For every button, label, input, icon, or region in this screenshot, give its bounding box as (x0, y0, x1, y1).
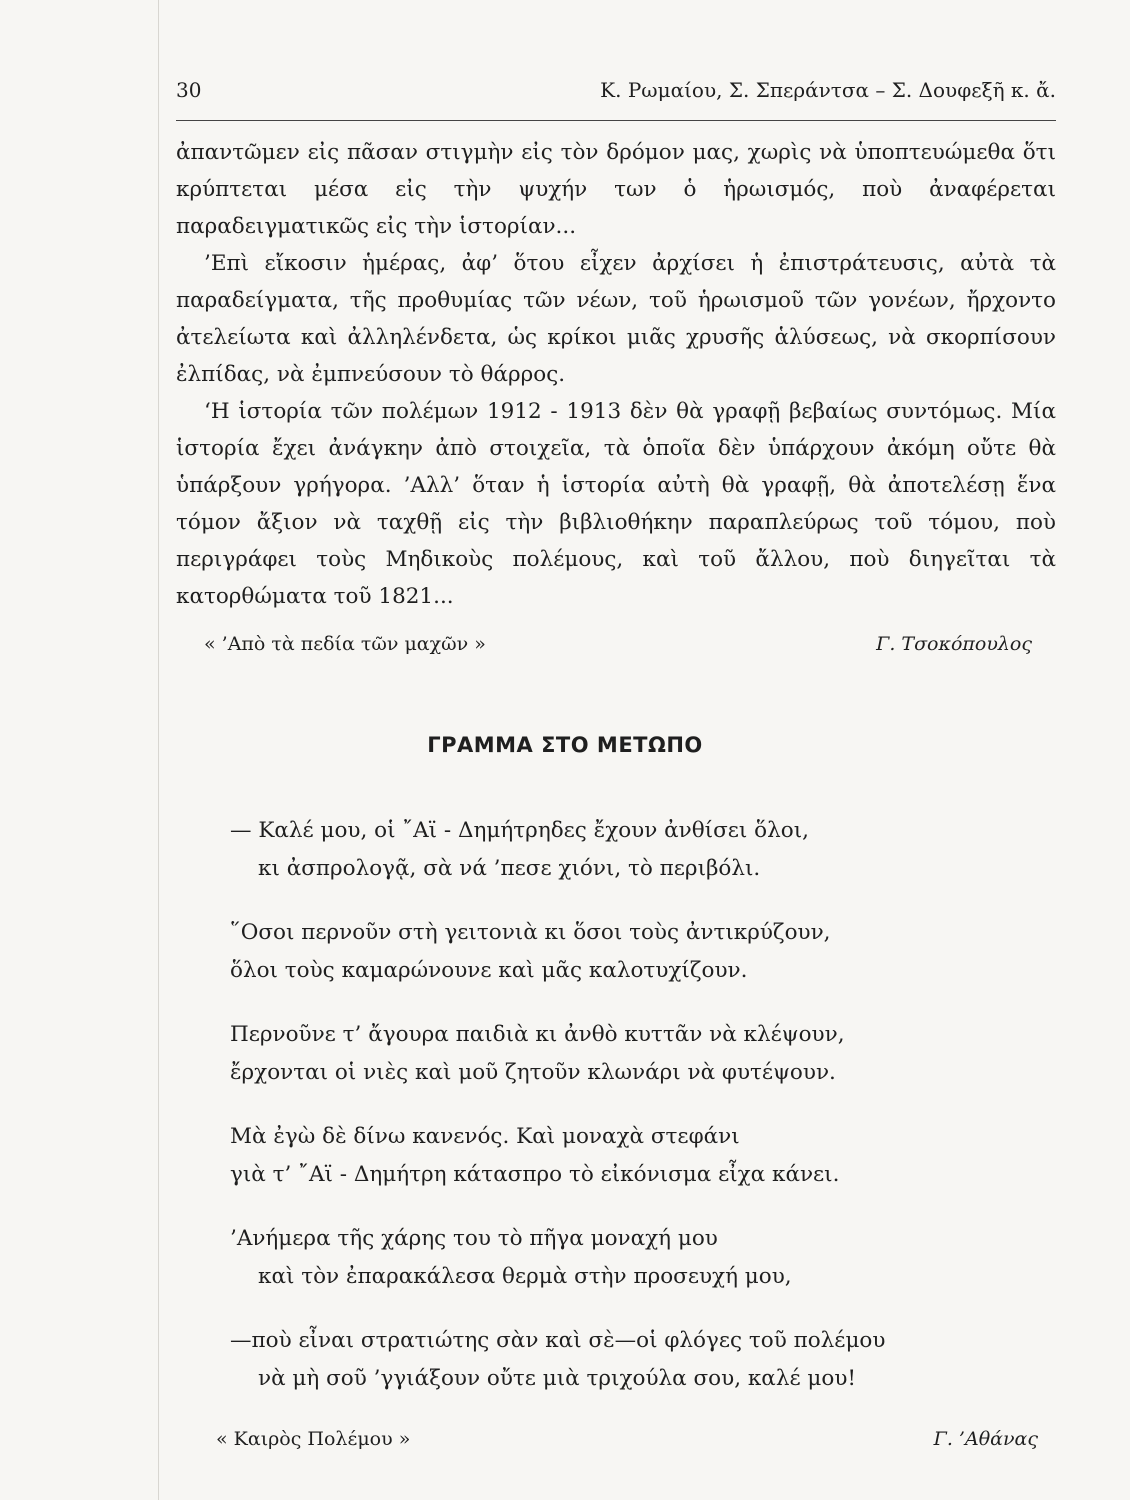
page-number: 30 (176, 78, 202, 102)
poem-attribution (176, 1428, 1056, 1458)
poem-line: ἔρχονται οἱ νιὲς καὶ μοῦ ζητοῦν κλωνάρι νὰ φυτέψουν. (230, 1060, 836, 1085)
prose-attribution (176, 633, 1056, 663)
poem-line: — Καλέ μου, οἱ ῎Αϊ - Δημήτρηδες ἔχουν ἀνθίσει ὅλοι, (230, 818, 809, 843)
prose-paragraph: ’Επὶ εἴκοσιν ἡμέρας, ἀφ’ ὅτου εἶχεν ἀρχίσει ἡ ἐπιστράτευσις, αὐτὰ τὰ παραδείγματα, τῆς προθυμίας τῶν νέων, τοῦ ἡρωισμοῦ τῶν γονέων, ἤρχοντο ἀτελείωτα καὶ ἀλληλένδετα, ὡς κρίκοι μιᾶς χρυσῆς ἁλύσεως, νὰ σκορπίσουν ἐλπίδας, νὰ ἐμπνεύσουν τὸ θάρρος. (176, 251, 1056, 387)
poem-source: « Καιρὸς Πολέμου » (216, 1428, 411, 1450)
poem-title: ΓΡΑΜΜΑ ΣΤΟ ΜΕΤΩΠΟ (427, 733, 703, 757)
poem-line: νὰ μὴ σοῦ ’γγιάξουν οὔτε μιὰ τριχούλα σου, καλέ μου! (258, 1366, 857, 1391)
poem-author: Γ. ’Αθάνας (933, 1428, 1038, 1450)
poem-line: κι ἀσπρολογᾷ, σὰ νά ’πεσε χιόνι, τὸ περιβόλι. (258, 856, 761, 881)
prose-excerpt (176, 134, 1056, 615)
prose-paragraph: ἀπαντῶμεν εἰς πᾶσαν στιγμὴν εἰς τὸν δρόμον μας, χωρὶς νὰ ὑποπτευώμεθα ὅτι κρύπτεται μέσα εἰς τὴν ψυχήν των ὁ ἡρωισμός, ποὺ ἀναφέρεται παραδειγματικῶς εἰς τὴν ἱστορίαν... (176, 140, 1056, 239)
poem (230, 812, 1060, 1424)
poem-stanza (230, 812, 1060, 888)
header-rule (176, 120, 1056, 121)
poem-stanza (230, 1016, 1060, 1092)
poem-stanza (230, 1118, 1060, 1194)
poem-stanza (230, 1322, 1060, 1398)
prose-source: « ’Απὸ τὰ πεδία τῶν μαχῶν » (204, 633, 486, 655)
poem-line: ῞Οσοι περνοῦν στὴ γειτονιὰ κι ὅσοι τοὺς ἀντικρύζουν, (230, 920, 831, 945)
prose-paragraph: ‘Η ἱστορία τῶν πολέμων 1912 - 1913 δὲν θὰ γραφῇ βεβαίως συντόμως. Μία ἱστορία ἔχει ἀνάγκην ἀπὸ στοιχεῖα, τὰ ὁποῖα δὲν ὑπάρχουν ἀκόμη οὔτε θὰ ὑπάρξουν γρήγορα. ’Αλλ’ ὅταν ἡ ἱστορία αὐτὴ θὰ γραφῇ, θὰ ἀποτελέσῃ ἕνα τόμον ἄξιον νὰ ταχθῇ εἰς τὴν βιβλιοθήκην παραπλεύρως τοῦ τόμου, ποὺ περιγράφει τοὺς Μηδικοὺς πολέμους, καὶ τοῦ ἄλλου, ποὺ διηγεῖται τὰ κατορθώματα τοῦ 1821... (176, 399, 1056, 609)
poem-line: —ποὺ εἶναι στρατιώτης σὰν καὶ σὲ—οἱ φλόγες τοῦ πολέμου (230, 1328, 886, 1353)
poem-line: ’Ανήμερα τῆς χάρης του τὸ πῆγα μοναχή μου (230, 1226, 718, 1251)
poem-stanza (230, 1220, 1060, 1296)
poem-line: Μὰ ἐγὼ δὲ δίνω κανενός. Καὶ μοναχὰ στεφάνι (230, 1124, 740, 1149)
running-title: Κ. Ρωμαίου, Σ. Σπεράντσα – Σ. Δουφεξῆ κ. ἄ. (600, 78, 1056, 102)
poem-line: καὶ τὸν ἐπαρακάλεσα θερμὰ στὴν προσευχή μου, (258, 1264, 792, 1289)
poem-line: γιὰ τ’ ῎Αϊ - Δημήτρη κάτασπρο τὸ εἰκόνισμα εἶχα κάνει. (230, 1162, 840, 1187)
prose-author: Γ. Τσοκόπουλος (876, 633, 1032, 655)
poem-line: Περνοῦνε τ’ ἄγουρα παιδιὰ κι ἀνθὸ κυττᾶν νὰ κλέψουν, (230, 1022, 845, 1047)
poem-stanza (230, 914, 1060, 990)
page-header (176, 78, 1056, 108)
poem-line: ὅλοι τοὺς καμαρώνουνε καὶ μᾶς καλοτυχίζουν. (230, 958, 748, 983)
